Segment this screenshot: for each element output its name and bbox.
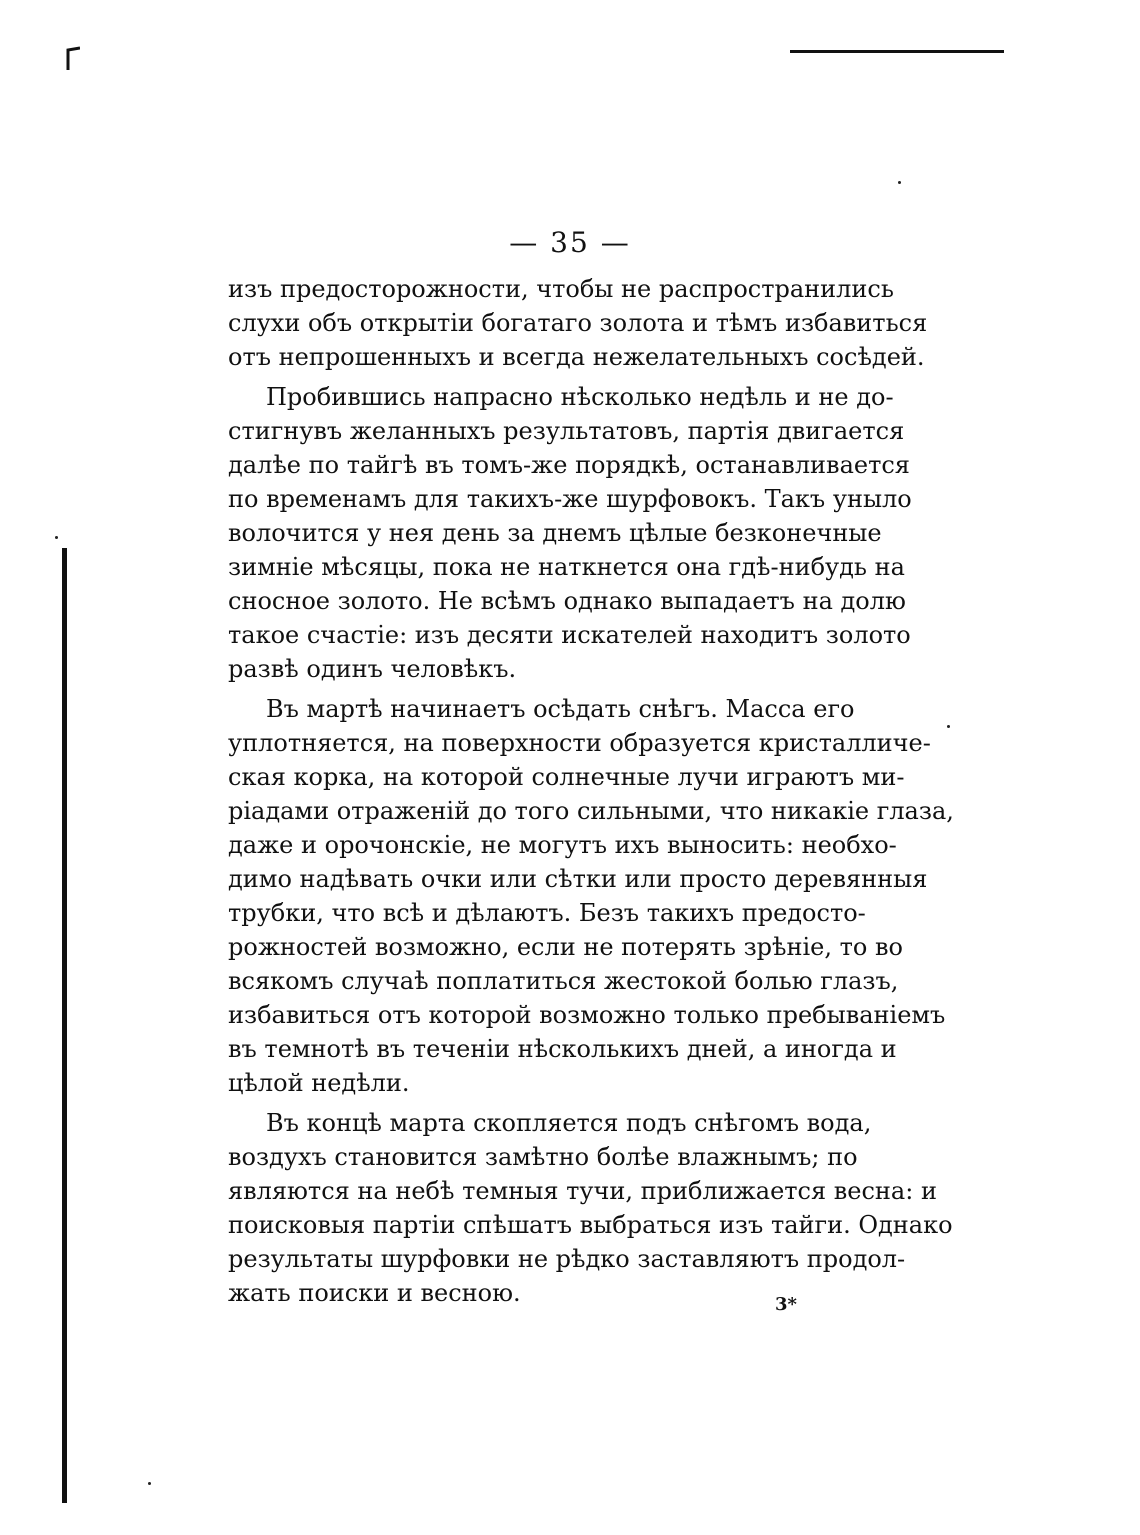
text-line: избавиться отъ которой возможно только пребываніемъ <box>228 1001 946 1029</box>
text-line: даже и орочонскіе, не могутъ ихъ выносить: необхо- <box>228 831 897 859</box>
scan-speck <box>898 181 901 184</box>
crop-corner-mark <box>66 46 80 70</box>
text-line: изъ предосторожности, чтобы не распространились <box>228 275 894 303</box>
text-line: такое счастіе: изъ десяти искателей находитъ золото <box>228 621 911 649</box>
text-line: всякомъ случаѣ поплатиться жестокой болью глазъ, <box>228 967 899 995</box>
text-line: Въ концѣ марта скопляется подъ снѣгомъ вода, <box>266 1109 872 1137</box>
text-line: жать поиски и весною. <box>228 1279 521 1307</box>
body-text <box>228 272 954 1310</box>
text-line: далѣе по тайгѣ въ томъ-же порядкѣ, останавливается <box>228 451 910 479</box>
text-line: воздухъ становится замѣтно болѣе влажнымъ; по <box>228 1143 858 1171</box>
text-line: цѣлой недѣли. <box>228 1069 410 1097</box>
text-line: сносное золото. Не всѣмъ однако выпадаетъ на долю <box>228 587 906 615</box>
text-line: трубки, что всѣ и дѣлаютъ. Безъ такихъ предосто- <box>228 899 866 927</box>
top-rule-line <box>790 50 1004 53</box>
text-line: Въ мартѣ начинаетъ осѣдать снѣгъ. Масса его <box>266 695 855 723</box>
paragraph <box>228 272 928 374</box>
text-line: ріадами отраженій до того сильными, что никакіе глаза, <box>228 797 954 825</box>
scan-speck <box>55 536 58 539</box>
signature-mark: 3* <box>775 1294 797 1315</box>
text-line: результаты шурфовки не рѣдко заставляютъ продол- <box>228 1245 906 1273</box>
text-line: стигнувъ желанныхъ результатовъ, партія двигается <box>228 417 905 445</box>
text-line: слухи объ открытіи богатаго золота и тѣмъ избавиться <box>228 309 928 337</box>
paragraph <box>228 380 912 686</box>
text-line: по временамъ для такихъ-же шурфовокъ. Такъ уныло <box>228 485 912 513</box>
text-line: димо надѣвать очки или сѣтки или просто деревянныя <box>228 865 928 893</box>
text-line: волочится у нея день за днемъ цѣлые безконечные <box>228 519 882 547</box>
text-line: рожностей возможно, если не потерять зрѣніе, то во <box>228 933 903 961</box>
scan-speck <box>947 725 950 728</box>
text-line: уплотняется, на поверхности образуется кристалличе- <box>228 729 931 757</box>
page-number: — 35 — <box>509 226 631 259</box>
text-line: развѣ одинъ человѣкъ. <box>228 655 517 683</box>
text-line: зимніе мѣсяцы, пока не наткнется она гдѣ-нибудь на <box>228 553 905 581</box>
text-line: ская корка, на которой солнечные лучи играютъ ми- <box>228 763 905 791</box>
text-line: Пробившись напрасно нѣсколько недѣль и не до- <box>266 383 894 411</box>
text-line: отъ непрошенныхъ и всегда нежелательныхъ сосѣдей. <box>228 343 925 371</box>
text-line: являются на небѣ темныя тучи, приближается весна: и <box>228 1177 937 1205</box>
scan-speck <box>148 1482 151 1485</box>
paragraph <box>228 1106 953 1310</box>
binding-edge-line <box>62 548 67 1503</box>
text-line: въ темнотѣ въ теченіи нѣсколькихъ дней, а иногда и <box>228 1035 897 1063</box>
paragraph <box>228 692 954 1100</box>
text-line: поисковыя партіи спѣшатъ выбраться изъ тайги. Однако <box>228 1211 953 1239</box>
